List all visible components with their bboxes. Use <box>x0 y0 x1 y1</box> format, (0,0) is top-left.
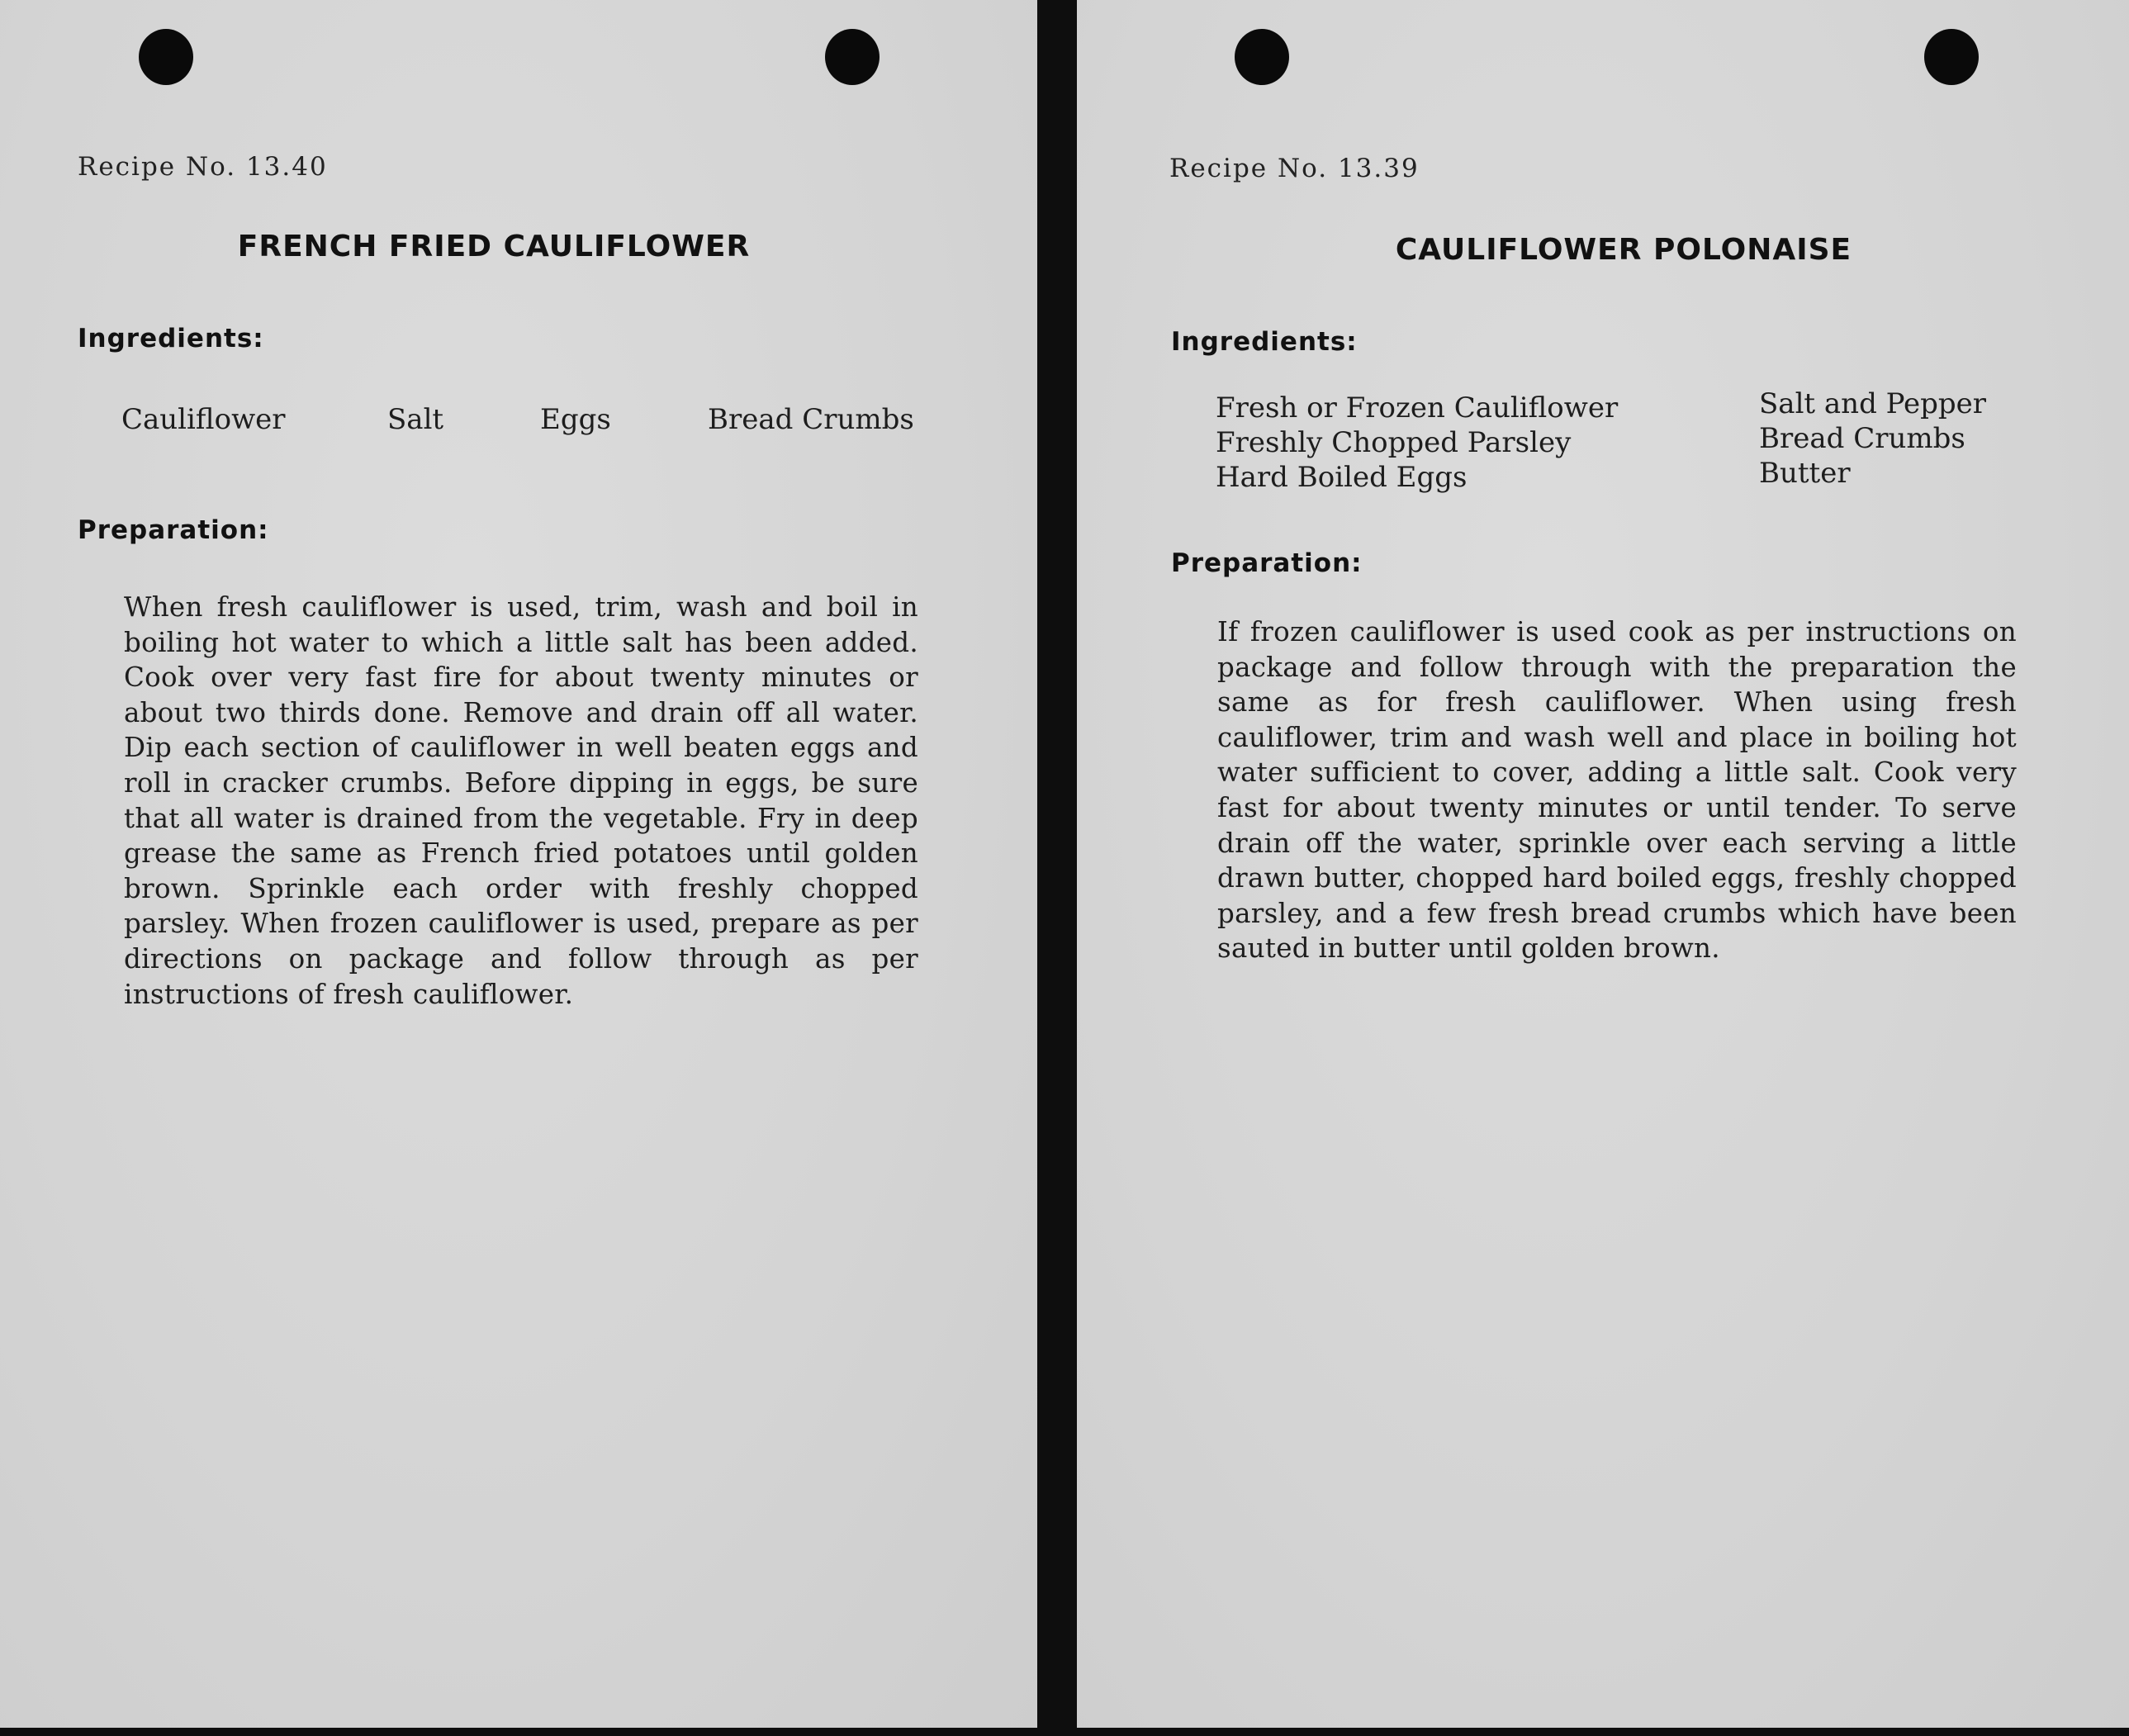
ingredients-column-1 <box>1216 391 1618 495</box>
ingredient-item: Bread Crumbs <box>1759 422 1965 455</box>
ingredient-item: Salt <box>387 403 444 436</box>
ingredients-heading: Ingredients: <box>1171 327 1358 357</box>
recipe-card-13-39 <box>1077 0 2129 1728</box>
ingredient-item: Butter <box>1759 457 1851 490</box>
recipe-number: Recipe No. 13.39 <box>1169 154 1420 183</box>
ingredient-item: Cauliflower <box>121 403 286 436</box>
punch-hole <box>139 29 193 85</box>
recipe-title: FRENCH FRIED CAULIFLOWER <box>237 230 751 263</box>
ingredients-list <box>0 403 1037 444</box>
punch-hole <box>1924 29 1979 85</box>
ingredient-item: Fresh or Frozen Cauliflower <box>1216 391 1619 425</box>
recipe-title: CAULIFLOWER POLONAISE <box>1395 233 1852 267</box>
preparation-heading: Preparation: <box>1171 548 1363 578</box>
ingredients-column-2 <box>1759 387 1986 491</box>
ingredient-item: Eggs <box>540 403 611 436</box>
ingredient-item: Hard Boiled Eggs <box>1216 461 1468 494</box>
preparation-text: If frozen cauliflower is used cook as per instructions on package and follow through with the preparation the same as for fresh cauliflower. When using fresh cauliflower, trim and wash well and place in boiling hot water sufficient to cover, adding a little salt. Cook very fast for about twenty minutes or until tender. To serve drain off the water, sprinkle over each serving a little drawn butter, chopped hard boiled eggs, freshly chopped parsley, and a few fresh bread crumbs which have been sauted in butter until golden brown. <box>1217 616 2017 965</box>
ingredient-item: Salt and Pepper <box>1759 387 1987 420</box>
recipe-card-13-40 <box>0 0 1037 1728</box>
recipe-number: Recipe No. 13.40 <box>78 152 328 182</box>
ingredient-item: Bread Crumbs <box>708 403 914 436</box>
ingredients-heading: Ingredients: <box>78 324 264 353</box>
ingredient-item: Freshly Chopped Parsley <box>1216 426 1572 459</box>
preparation-text: When fresh cauliflower is used, trim, wash and boil in boiling hot water to which a little salt has been added. Cook over very fast fire for about twenty minutes or about two thirds done. Remove and drain off all water. Dip each section of cauliflower in well beaten eggs and roll in cracker crumbs. Before dipping in eggs, be sure that all water is drained from the vegetable. Fry in deep grease the same as French fried potatoes until golden brown. Sprinkle each order with freshly chopped parsley. When frozen cauliflower is used, prepare as per directions on package and follow through as per instructions of fresh cauliflower. <box>124 591 918 1010</box>
preparation-heading: Preparation: <box>78 515 269 545</box>
punch-hole <box>1235 29 1289 85</box>
punch-hole <box>825 29 880 85</box>
